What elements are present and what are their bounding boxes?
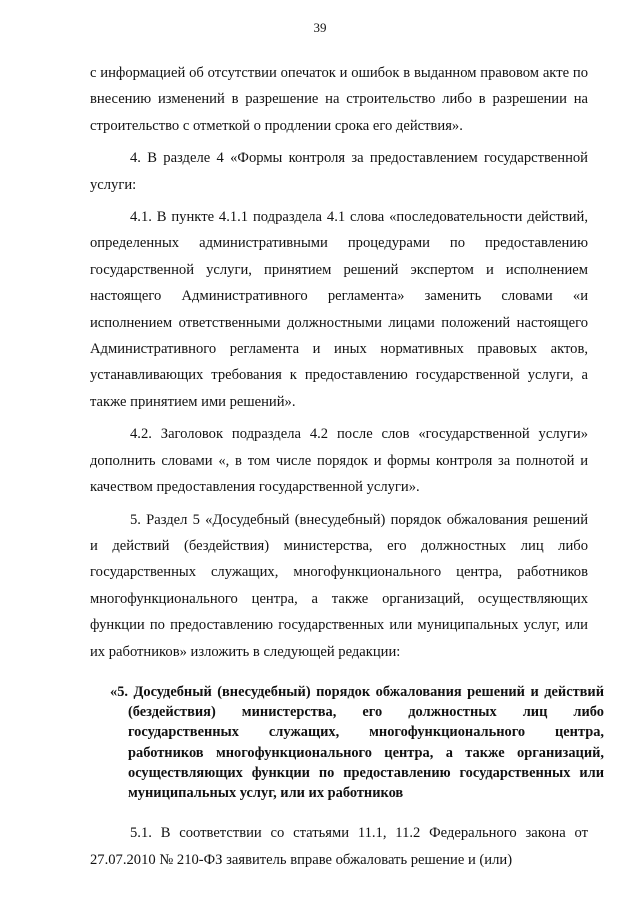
paragraph-item-5: 5. Раздел 5 «Досудебный (внесудебный) порядок обжалования решений и действий (бездействия) министерства, его должностных лиц либо государственных служащих, многофункционального центра, работников многофункционального центра, а также организаций, осуществляющих функции по предоставлению государственных или муниципальных услуг, или их работников» изложить в следующей редакции:	[90, 511, 588, 660]
page-number: 39	[313, 20, 327, 35]
document-body	[90, 60, 604, 873]
paragraph-item-4: 4. В разделе 4 «Формы контроля за предоставлением государственной услуги:	[90, 150, 588, 193]
paragraph-item-5-1: 5.1. В соответствии со статьями 11.1, 11.2 Федерального закона от 27.07.2010 № 210-ФЗ заявитель вправе обжаловать решение и (или)	[90, 825, 588, 868]
paragraph-item-4-1: 4.1. В пункте 4.1.1 подраздела 4.1 слова «последовательности действий, определенных административными процедурами по предоставлению государственной услуги, принятием решений экспертом и исполнением настоящего Административного регламента» заменить словами «и исполнением ответственными должностными лицами положений настоящего Административного регламента и иных нормативных правовых актов, устанавливающих требования к предоставлению государственной услуги, а также принятием ими решений».	[90, 209, 588, 410]
paragraph-continuation: с информацией об отсутствии опечаток и ошибок в выданном правовом акте по внесению изменений в разрешение на строительство либо в разрешении на строительство с отметкой о продлении срока его действия».	[90, 65, 588, 134]
paragraph-item-4-2: 4.2. Заголовок подраздела 4.2 после слов «государственной услуги» дополнить словами «, в том числе порядок и формы контроля за полнотой и качеством предоставления государственной услуги».	[90, 426, 588, 496]
section-5-heading: «5. Досудебный (внесудебный) порядок обжалования решений и действий (бездействия) министерства, его должностных лиц либо государственных служащих, многофункционального центра, работников многофункционального центра, а также организаций, осуществляющих функции по предоставлению государственных или муниципальных услуг, или их работников	[110, 683, 604, 801]
